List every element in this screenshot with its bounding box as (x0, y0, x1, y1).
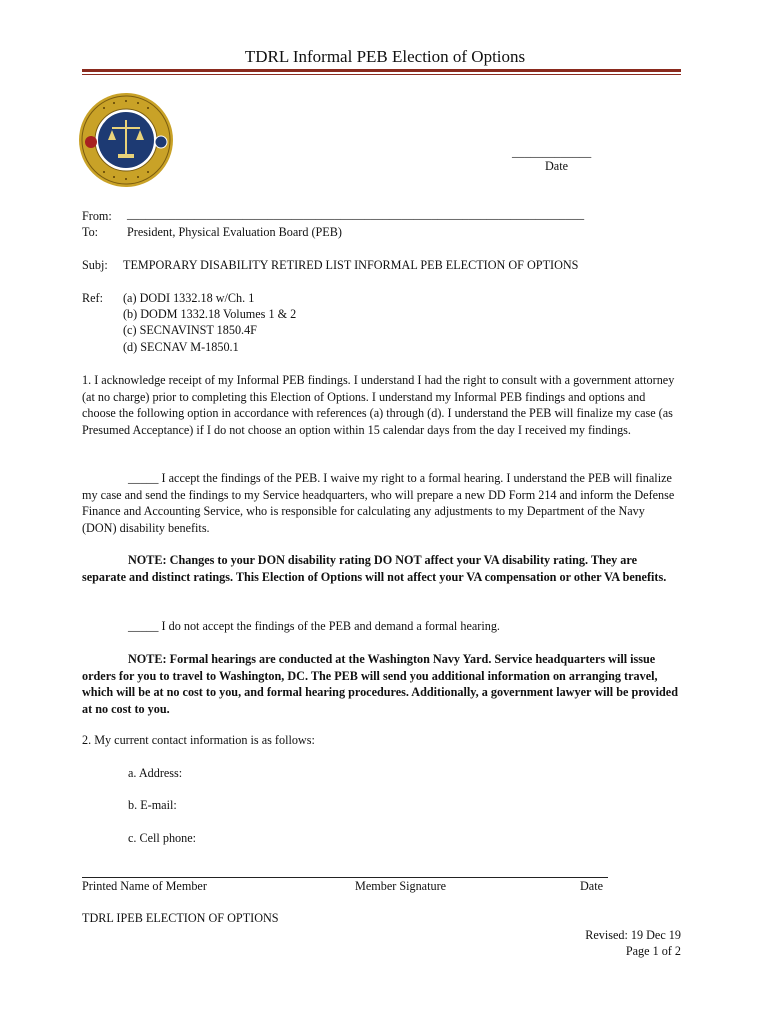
title-rule-thin (82, 74, 681, 75)
page-number: Page 1 of 2 (625, 944, 681, 958)
to-value: President, Physical Evaluation Board (PEB) (127, 225, 342, 239)
revised-date: Revised: 19 Dec 19 (585, 928, 681, 942)
ref-label: Ref: (82, 291, 103, 305)
ref-item-c: (c) SECNAVINST 1850.4F (123, 323, 257, 337)
printed-name-label: Printed Name of Member (82, 879, 207, 893)
ref-item-a: (a) DODI 1332.18 w/Ch. 1 (123, 291, 255, 305)
council-of-review-boards-seal (78, 92, 174, 188)
paragraph-acknowledgement: 1. I acknowledge receipt of my Informal PEB findings. I understand I had the right to consult with a government attorney (at no charge) prior to completing this Election of Options. I understand my Informal PEB findings and options and choose the following option in accordance with references (a) through (d). I understand the PEB will finalize my case (as Presumed Acceptance) if I do not choose an option within 15 calendar days from the day I received my findings. (82, 373, 675, 437)
from-blank-line: ___________________________________________________________________________ (127, 207, 585, 221)
ref-item-b: (b) DODM 1332.18 Volumes 1 & 2 (123, 307, 297, 321)
member-signature-label: Member Signature (355, 879, 447, 893)
address-label: a. Address: (128, 766, 183, 780)
date-label: Date (545, 159, 569, 173)
signature-line (82, 877, 608, 878)
ref-item-d: (d) SECNAV M-1850.1 (123, 340, 239, 354)
subj-label: Subj: (82, 258, 108, 272)
cell-phone-label: c. Cell phone: (128, 831, 197, 845)
form-name: TDRL IPEB ELECTION OF OPTIONS (82, 911, 279, 925)
note-formal-hearing: NOTE: Formal hearings are conducted at the Washington Navy Yard. Service headquarters will issue orders for you to travel to Washington, DC. The PEB will send you additional information on arranging travel, which will be at no cost to you, and formal hearing procedures. Additionally, a government lawyer will be provided at no cost to you. (82, 652, 678, 716)
option-accept-findings: _____ I accept the findings of the PEB. I waive my right to a formal hearing. I understand the PEB will finalize my case and send the findings to my Service headquarters, who will prepare a new DD Form 214 and inform the Defense Finance and Accounting Service, who is responsible for calculating any adjustments to my Department of the Navy (DON) disability benefits. (82, 471, 675, 535)
note-va-rating: NOTE: Changes to your DON disability rating DO NOT affect your VA disability rating. They are separate and distinct ratings. This Election of Options will not affect your VA compensation or other VA benefits. (82, 553, 667, 584)
option-demand-hearing: _____ I do not accept the findings of the PEB and demand a formal hearing. (128, 619, 500, 633)
subj-value: TEMPORARY DISABILITY RETIRED LIST INFORMAL PEB ELECTION OF OPTIONS (123, 258, 579, 272)
title-rule-thick (82, 69, 681, 72)
date-blank-line: _____________ (512, 145, 592, 159)
email-label: b. E-mail: (128, 798, 177, 812)
signature-date-label: Date (580, 879, 604, 893)
to-label: To: (82, 225, 99, 239)
page-title: TDRL Informal PEB Election of Options (244, 47, 526, 66)
paragraph-contact-info: 2. My current contact information is as follows: (82, 733, 315, 747)
from-label: From: (82, 209, 112, 223)
